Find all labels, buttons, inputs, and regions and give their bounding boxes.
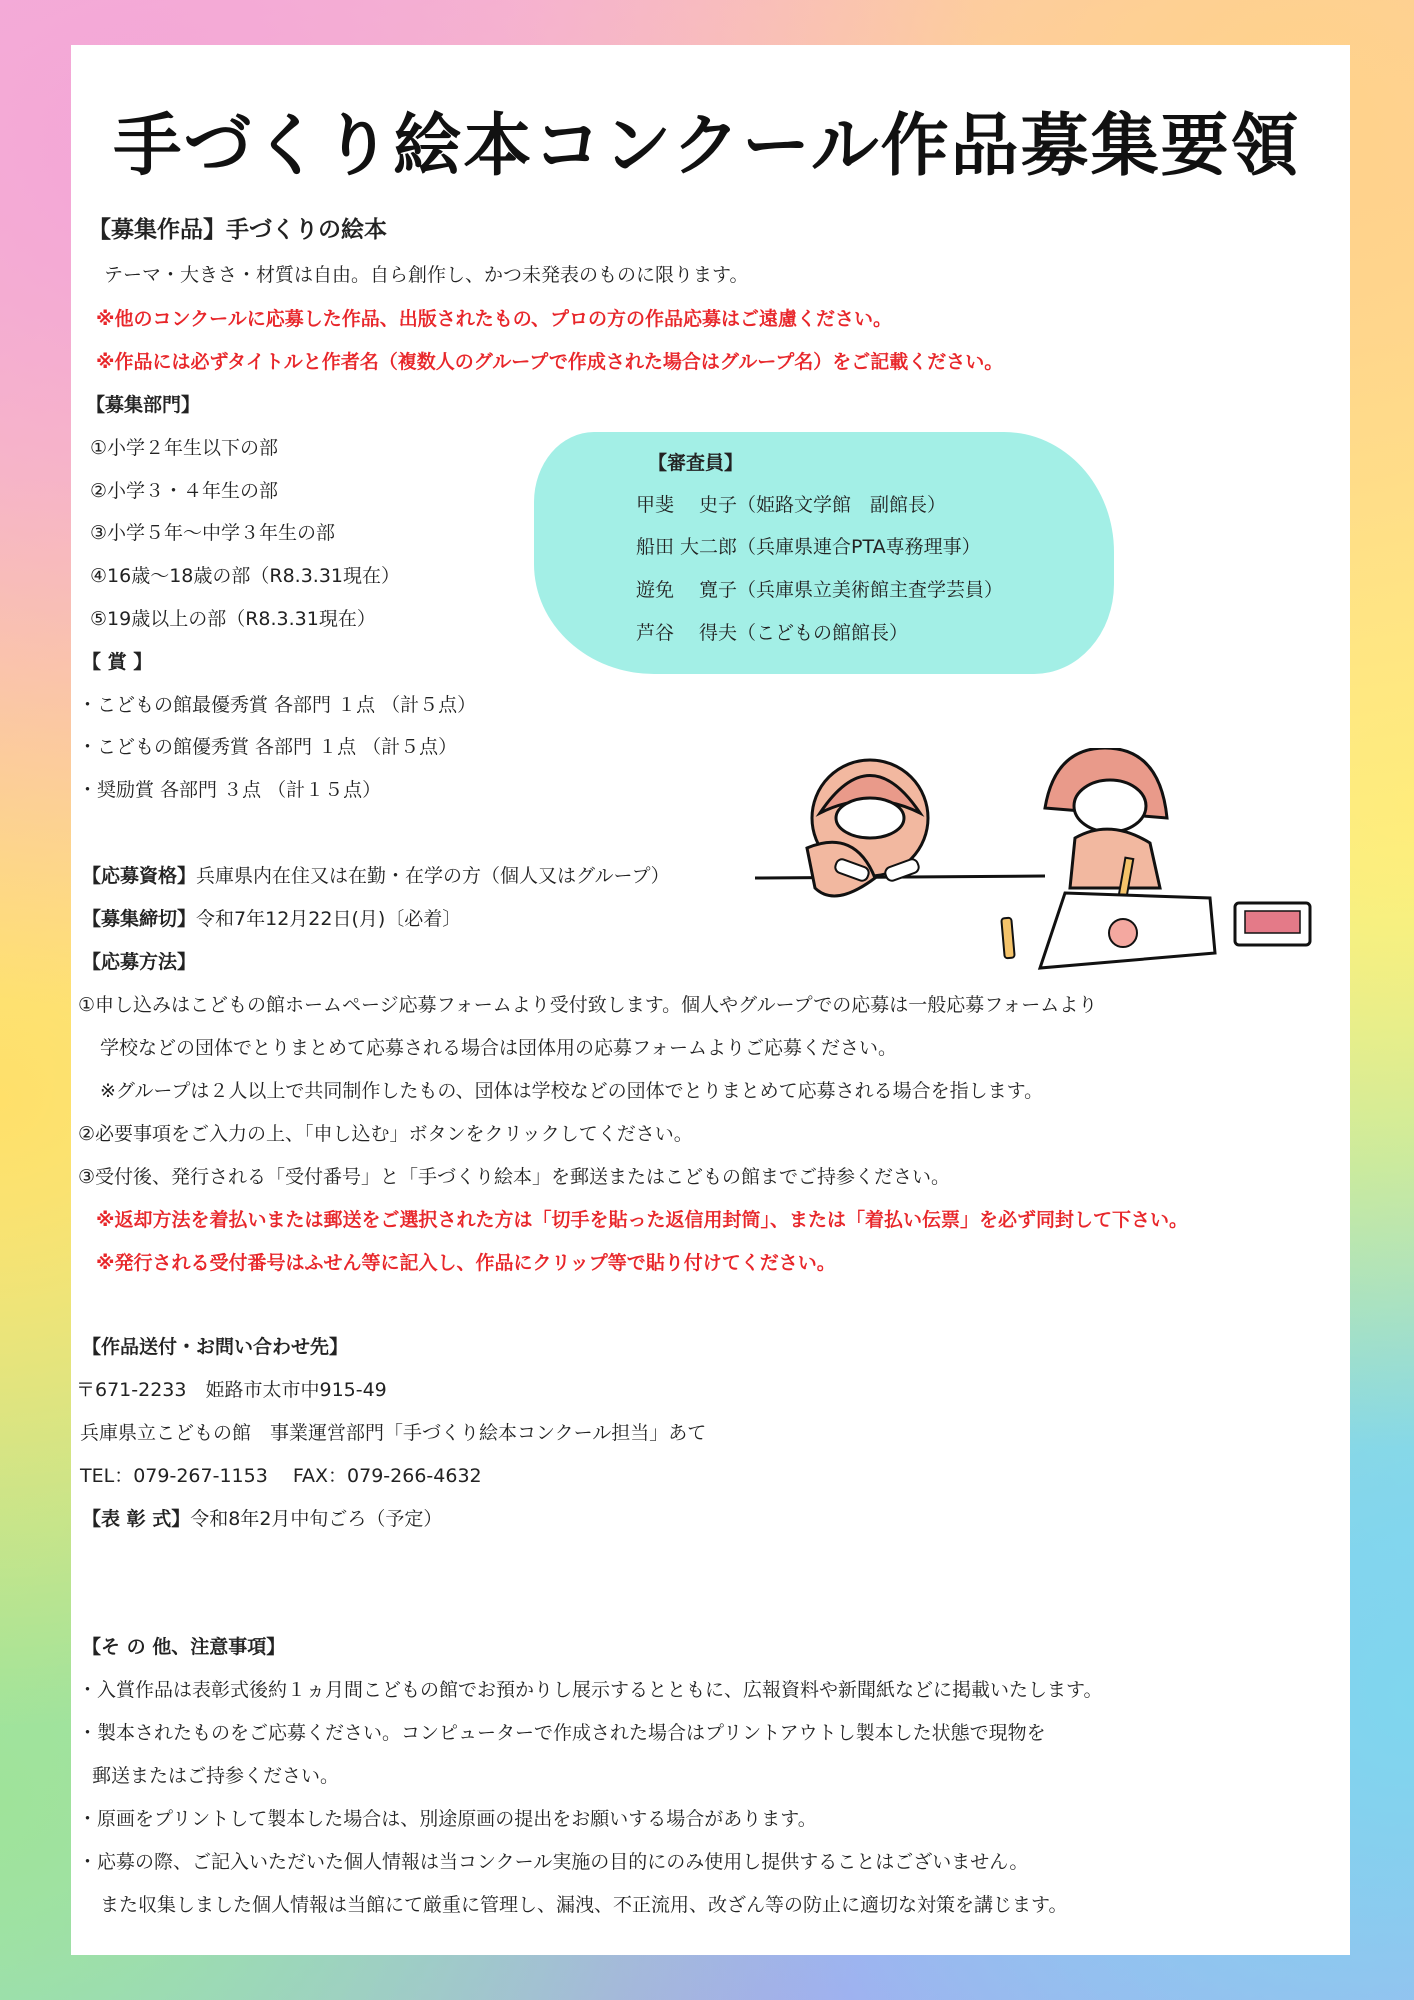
eligibility-value: 兵庫県内在住又は在勤・在学の方（個人又はグループ） [196, 865, 670, 887]
ceremony-label: 【表 彰 式】 [82, 1508, 191, 1530]
judge-item: 芦谷 得夫（こどもの館館長） [636, 622, 909, 644]
child-right-icon [1045, 748, 1167, 908]
contact-org: 兵庫県立こどもの館 事業運営部門「手づくり絵本コンクール担当」あて [80, 1422, 707, 1444]
works-note-2: ※作品には必ずタイトルと作者名（複数人のグループで作成された場合はグループ名）をご記載ください。 [96, 351, 1004, 373]
award-item: ・こどもの館優秀賞 各部門 １点 （計５点） [78, 736, 458, 758]
ceremony-value: 令和8年2月中旬ごろ（予定） [190, 1508, 443, 1530]
other-line-3: 郵送またはご持参ください。 [92, 1765, 340, 1787]
judge-item: 遊免 寛子（兵庫県立美術館主査学芸員） [636, 579, 1004, 601]
method-note-2: ※発行される受付番号はふせん等に記入し、作品にクリップ等で貼り付けてください。 [96, 1252, 836, 1274]
award-item: ・こどもの館最優秀賞 各部門 １点 （計５点） [78, 694, 477, 716]
flower-icon [1109, 919, 1137, 947]
method-heading: 【応募方法】 [82, 951, 197, 973]
deadline-row [82, 907, 461, 931]
deadline-label: 【募集締切】 [82, 908, 197, 930]
contact-address: 〒671-2233 姫路市太市中915-49 [76, 1379, 387, 1401]
division-item: ②小学３・４年生の部 [90, 480, 279, 502]
judges-heading: 【審査員】 [648, 452, 744, 474]
children-drawing-illustration [755, 748, 1320, 978]
awards-heading: 【 賞 】 [82, 651, 153, 673]
eligibility-label: 【応募資格】 [82, 865, 197, 887]
child-left-icon [807, 760, 928, 896]
method-line-4: ②必要事項をご入力の上、「申し込む」ボタンをクリックしてください。 [78, 1123, 693, 1145]
other-line-5: ・応募の際、ご記入いただいた個人情報は当コンクール実施の目的にのみ使用し提供することはございません。 [78, 1851, 1029, 1873]
division-item: ⑤19歳以上の部（R8.3.31現在） [90, 608, 376, 630]
other-line-4: ・原画をプリントして製本した場合は、別途原画の提出をお願いする場合があります。 [78, 1808, 817, 1830]
works-heading: 【募集作品】手づくりの絵本 [88, 217, 387, 243]
crayon-icon [1001, 918, 1014, 959]
judge-item: 船田 大二郎（兵庫県連合PTA専務理事） [636, 536, 981, 558]
other-line-1: ・入賞作品は表彰式後約１ヵ月間こどもの館でお預かりし展示するとともに、広報資料や新聞紙などに掲載いたします。 [78, 1679, 1103, 1701]
division-item: ③小学５年～中学３年生の部 [90, 522, 336, 544]
works-note-1: ※他のコンクールに応募した作品、出版されたもの、プロの方の作品応募はご遠慮ください。 [96, 308, 892, 330]
other-line-6: また収集しました個人情報は当館にて厳重に管理し、漏洩、不正流用、改ざん等の防止に適切な対策を講じます。 [100, 1894, 1068, 1916]
judge-item: 甲斐 史子（姫路文学館 副館長） [636, 494, 947, 516]
contact-tel-fax: TEL：079-267-1153 FAX：079-266-4632 [80, 1465, 482, 1487]
eligibility-row [82, 864, 670, 888]
method-line-5: ③受付後、発行される「受付番号」と「手づくり絵本」を郵送またはこどもの館までご持参ください。 [78, 1166, 951, 1188]
divisions-heading: 【募集部門】 [86, 394, 201, 416]
method-line-3: ※グループは２人以上で共同制作したもの、団体は学校などの団体でとりまとめて応募される場合を指します。 [100, 1080, 1044, 1102]
other-line-2: ・製本されたものをご応募ください。コンピューターで作成された場合はプリントアウトし製本した状態で現物を [78, 1722, 1046, 1744]
contact-heading: 【作品送付・お問い合わせ先】 [82, 1336, 349, 1358]
deadline-value: 令和7年12月22日(月)〔必着〕 [196, 908, 462, 930]
award-item: ・奨励賞 各部門 ３点 （計１５点） [78, 779, 382, 801]
ceremony-row [82, 1507, 442, 1531]
page-title: 手づくり絵本コンクール作品募集要領 [113, 107, 1301, 186]
method-line-1: ①申し込みはこどもの館ホームページ応募フォームより受付致します。個人やグループでの応募は一般応募フォームより [78, 994, 1098, 1016]
division-item: ④16歳～18歳の部（R8.3.31現在） [90, 565, 401, 587]
method-line-2: 学校などの団体でとりまとめて応募される場合は団体用の応募フォームよりご応募ください。 [100, 1037, 898, 1059]
method-note-1: ※返却方法を着払いまたは郵送をご選択された方は「切手を貼った返信用封筒」、または「着払い伝票」を必ず同封して下さい。 [96, 1209, 1188, 1231]
division-item: ①小学２年生以下の部 [90, 437, 279, 459]
works-text: テーマ・大きさ・材質は自由。自ら創作し、かつ未発表のものに限ります。 [104, 264, 749, 286]
other-heading: 【そ の 他、注意事項】 [82, 1636, 286, 1658]
